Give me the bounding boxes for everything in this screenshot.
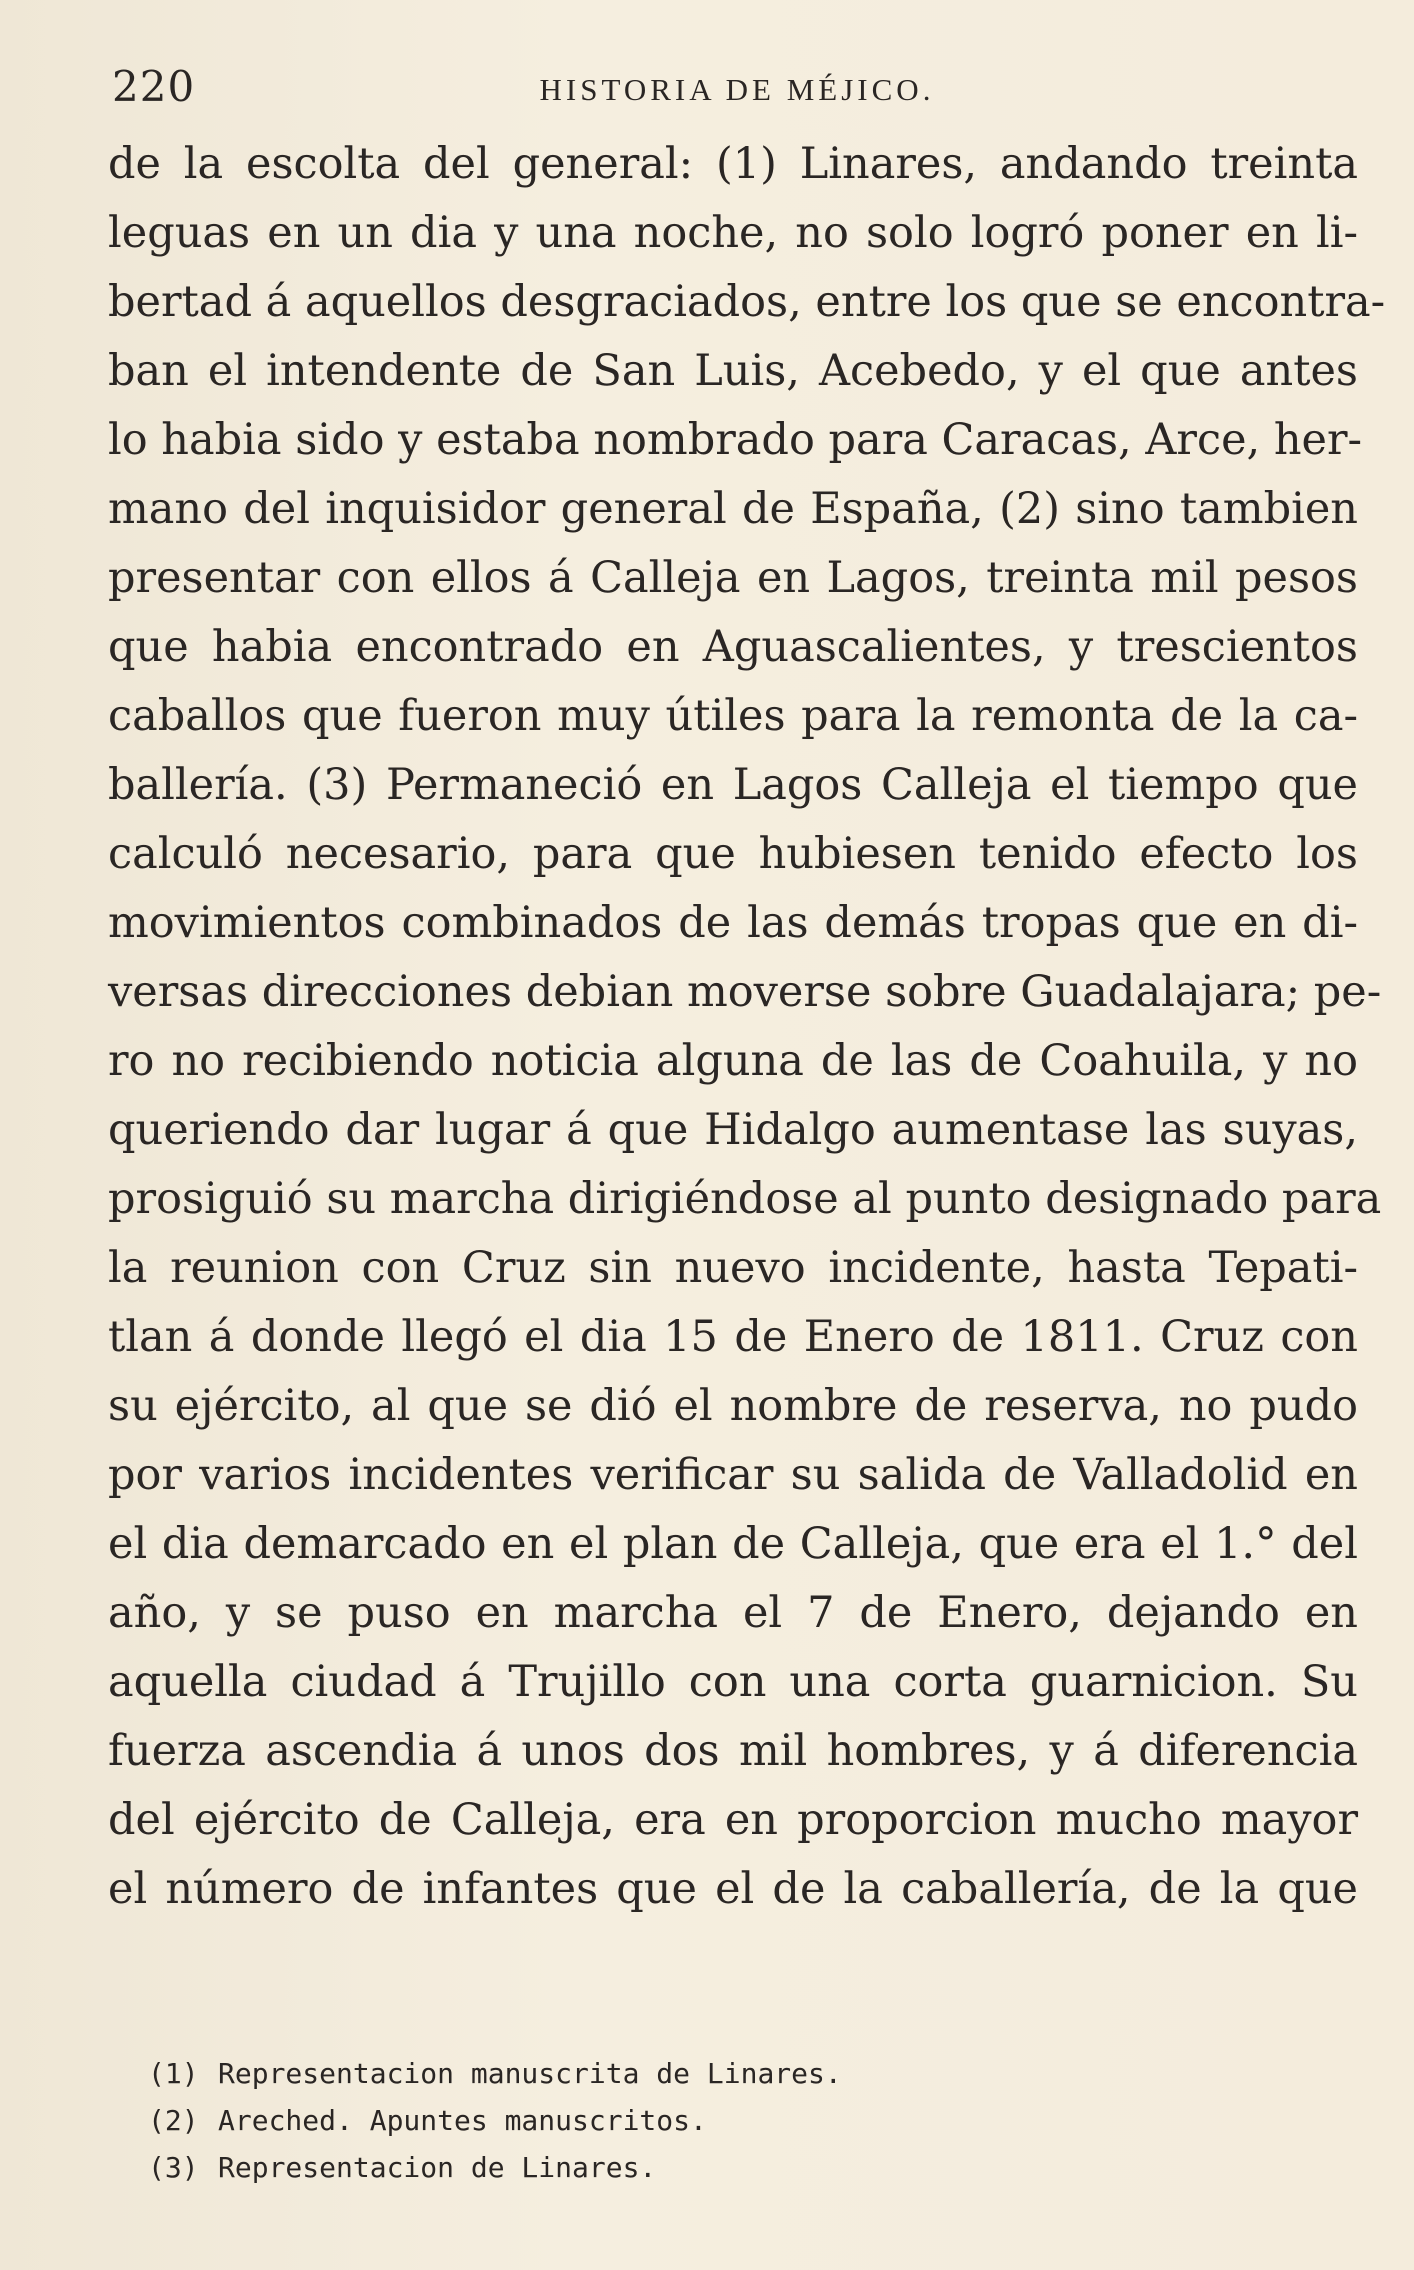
body-line: por varios incidentes verificar su salida de Valladolid en [108, 1450, 1358, 1500]
page-number: 220 [112, 62, 196, 111]
footnote [148, 2144, 1048, 2191]
footnote-text: Areched. Apuntes manuscritos. [218, 2104, 707, 2137]
body-line: fuerza ascendia á unos dos mil hombres, y á diferencia [108, 1726, 1358, 1776]
body-line: movimientos combinados de las demás tropas que en di- [108, 898, 1358, 948]
body-line: de la escolta del general: (1) Linares, andando treinta [108, 139, 1358, 189]
body-line: prosiguió su marcha dirigiéndose al punto designado para [108, 1174, 1382, 1224]
footnote-mark: (3) [148, 2151, 199, 2184]
body-line: ro no recibiendo noticia alguna de las de Coahuila, y no [108, 1036, 1358, 1086]
body-line: versas direcciones debian moverse sobre Guadalajara; pe- [108, 967, 1382, 1017]
footnote [148, 2050, 1048, 2097]
body-line: bertad á aquellos desgraciados, entre los que se encontra- [108, 277, 1386, 327]
body-line: su ejército, al que se dió el nombre de reserva, no pudo [108, 1381, 1358, 1431]
body-line: aquella ciudad á Trujillo con una corta guarnicion. Su [108, 1657, 1358, 1707]
body-line: leguas en un dia y una noche, no solo logró poner en li- [108, 208, 1358, 258]
body-line: el dia demarcado en el plan de Calleja, que era el 1.° del [108, 1519, 1358, 1569]
body-line: caballos que fueron muy útiles para la remonta de la ca- [108, 691, 1358, 741]
footnote-text: Representacion manuscrita de Linares. [218, 2057, 842, 2090]
body-line: que habia encontrado en Aguascalientes, y trescientos [108, 622, 1358, 672]
body-line: mano del inquisidor general de España, (2) sino tambien [108, 484, 1358, 534]
page-header [112, 62, 1362, 122]
body-text [108, 130, 1386, 1924]
footnote-mark: (1) [148, 2057, 199, 2090]
body-line: tlan á donde llegó el dia 15 de Enero de 1811. Cruz con [108, 1312, 1358, 1362]
body-line: del ejército de Calleja, era en proporcion mucho mayor [108, 1795, 1358, 1845]
footnote [148, 2097, 1048, 2144]
body-line: lo habia sido y estaba nombrado para Caracas, Arce, her- [108, 415, 1363, 465]
body-line: año, y se puso en marcha el 7 de Enero, dejando en [108, 1588, 1358, 1638]
body-line: ban el intendente de San Luis, Acebedo, y el que antes [108, 346, 1358, 396]
body-line: calculó necesario, para que hubiesen tenido efecto los [108, 829, 1358, 879]
body-line: presentar con ellos á Calleja en Lagos, treinta mil pesos [108, 553, 1358, 603]
body-line: la reunion con Cruz sin nuevo incidente, hasta Tepati- [108, 1243, 1358, 1293]
running-title: HISTORIA DE MÉJICO. [539, 72, 935, 107]
body-line: el número de infantes que el de la caballería, de la que [108, 1864, 1358, 1914]
body-line: ballería. (3) Permaneció en Lagos Calleja el tiempo que [108, 760, 1358, 810]
footnote-mark: (2) [148, 2104, 199, 2137]
body-line: queriendo dar lugar á que Hidalgo aumentase las suyas, [108, 1105, 1358, 1155]
footnote-text: Representacion de Linares. [218, 2151, 657, 2184]
footnotes [148, 2050, 1048, 2191]
